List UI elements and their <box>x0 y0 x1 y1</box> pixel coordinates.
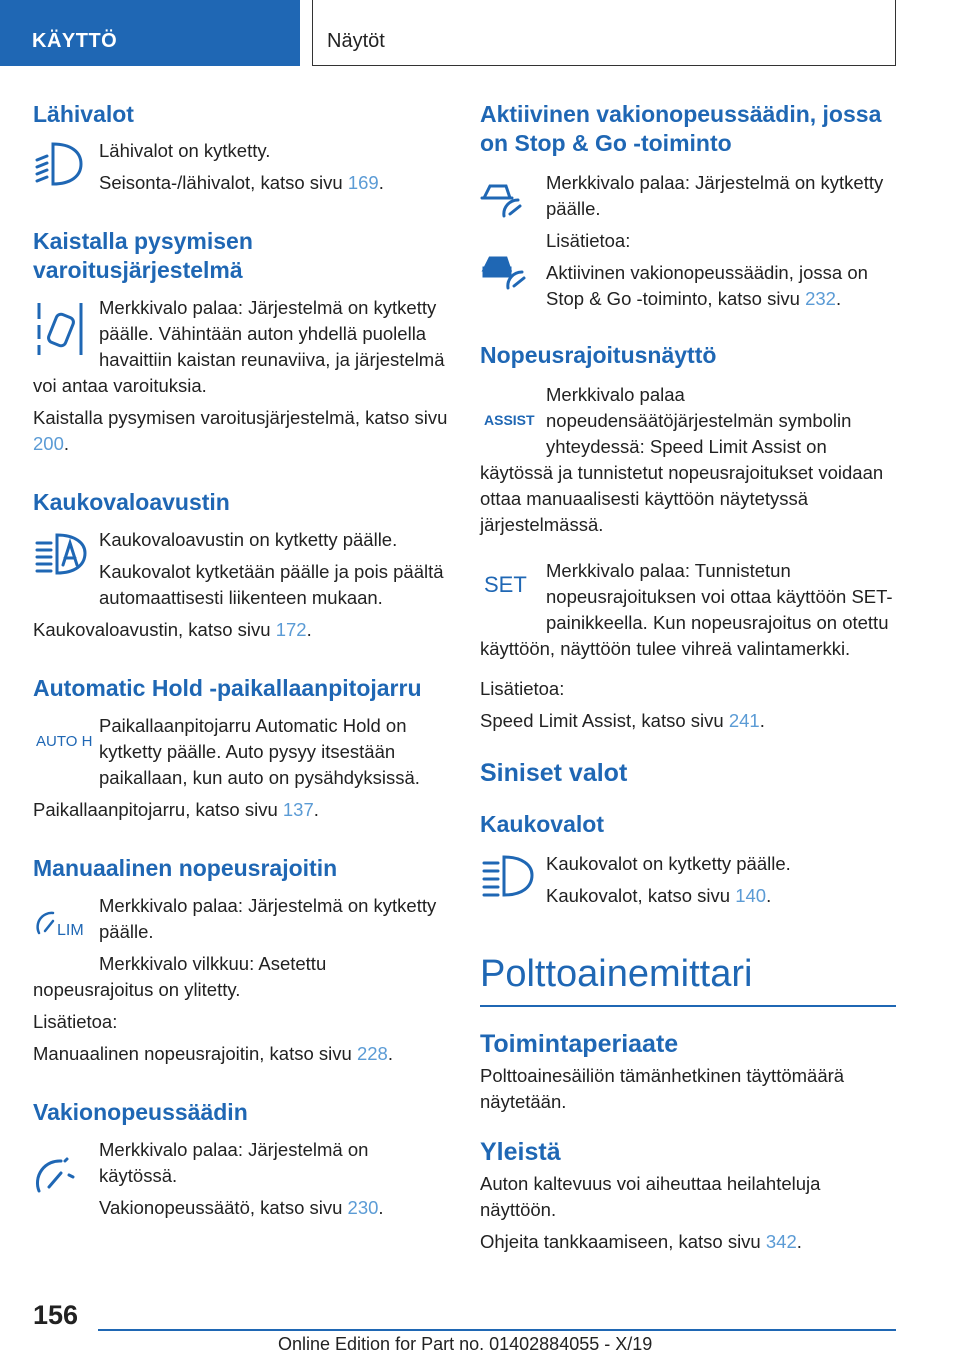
lane-text-1: Merkkivalo palaa: Järjestelmä on kytketty päälle. Vähintään auton yhdellä puolella havaittiin kaistan reunaviiva, ja järjestelmä voi antaa varoituksia. <box>33 297 445 396</box>
heading-cruise: Vakionopeussäädin <box>33 1099 248 1125</box>
page-link-140[interactable]: 140 <box>735 885 767 906</box>
section-autohold <box>33 674 448 823</box>
speedinfo-text-1: Merkkivalo palaa nopeudensäätöjärjestelmän symbolin yhteydessä: Speed Limit Assist on käytössä ja tunnistetut nopeusrajoitukset voidaan ottaa manuaalisesti käyttöön näytetyssä järjestelmässä. <box>480 384 884 535</box>
auto-h-icon: AUTO H <box>36 733 93 750</box>
page-link-342[interactable]: 342 <box>765 1231 797 1252</box>
section-acc <box>480 100 896 312</box>
highbeam-assist-text-3: Kaukovaloavustin, katso sivu 172. <box>33 619 312 640</box>
speedinfo-text-3: Lisätietoa: <box>480 678 565 699</box>
heading-lowbeam: Lähivalot <box>33 101 134 127</box>
heading-lane-l2: varoitusjärjestelmä <box>33 257 243 283</box>
section-lane <box>33 227 448 457</box>
footer-divider <box>98 1329 896 1331</box>
page-link-137[interactable]: 137 <box>282 799 314 820</box>
section-highbeam-assist <box>33 488 448 643</box>
page-link-172[interactable]: 172 <box>275 619 307 640</box>
lane-departure-icon <box>33 301 89 357</box>
section-fuel <box>480 951 896 1255</box>
heading-general: Yleistä <box>480 1138 561 1166</box>
section-speedinfo <box>480 341 896 734</box>
heading-principle: Toimintaperiaate <box>480 1030 679 1058</box>
page-number: 156 <box>33 1300 79 1330</box>
page-link-228[interactable]: 228 <box>356 1043 388 1064</box>
low-beam-icon <box>33 140 89 186</box>
speedinfo-text-4: Speed Limit Assist, katso sivu 241. <box>480 710 765 731</box>
speedinfo-text-2: Merkkivalo palaa: Tunnistetun nopeusrajoituksen voi ottaa käyttöön SET-painikkeella. Kun nopeusrajoitus on otettu käyttöön, näyttöön tulee vihreä valintamerkki. <box>480 560 893 659</box>
section-lowbeam <box>33 100 448 196</box>
section-blue <box>480 758 896 909</box>
page-link-241[interactable]: 241 <box>728 710 760 731</box>
highbeam-assist-item <box>33 527 448 643</box>
speed-limiter-icon <box>33 907 89 939</box>
section-limiter <box>33 854 448 1067</box>
set-icon: SET <box>484 572 527 597</box>
limiter-text-3: Lisätietoa: <box>33 1011 118 1032</box>
footer-edition: Online Edition for Part no. 01402884055 - X/19 <box>278 1334 653 1354</box>
acc-car-detected-icon <box>480 250 536 290</box>
limiter-text-1: Merkkivalo palaa: Järjestelmä on kytketty päälle. <box>99 895 437 942</box>
speedinfo-item-1 <box>480 382 896 538</box>
fuel-text-3: Ohjeita tankkaamiseen, katso sivu 342. <box>480 1231 802 1252</box>
lowbeam-text-1: Lähivalot on kytketty. <box>99 140 271 161</box>
heading-autohold: Automatic Hold -paikallaanpitojarru <box>33 675 422 701</box>
page-link-230[interactable]: 230 <box>347 1197 379 1218</box>
page-header <box>0 0 960 66</box>
limiter-item <box>33 893 448 1067</box>
highbeam-assist-text-1: Kaukovaloavustin on kytketty päälle. <box>99 529 398 550</box>
acc-text-3: Aktiivinen vakionopeussäädin, jossa on Stop & Go -toiminto, katso sivu 232. <box>546 262 868 309</box>
heading-fuel: Polttoainemittari <box>480 951 896 1007</box>
heading-acc: Aktiivinen vakionopeussäädin, jossa on Stop & Go -toiminto <box>480 101 882 156</box>
left-column <box>33 100 448 1221</box>
section-cruise <box>33 1098 448 1221</box>
autohold-text-1: Paikallaanpitojarru Automatic Hold on kytketty päälle. Auto pysyy itsestään paikallaan, kun auto on pysähdyksissä. <box>99 715 420 788</box>
fuel-text-1: Polttoainesäiliön tämänhetkinen täyttömäärä näytetään. <box>480 1065 845 1112</box>
svg-text:LIM: LIM <box>57 922 84 939</box>
highbeam-item <box>480 851 896 909</box>
cruise-text-2: Vakionopeussäätö, katso sivu 230. <box>99 1197 384 1218</box>
assist-icon: ASSIST <box>484 412 535 428</box>
cruise-control-icon <box>33 1151 89 1197</box>
heading-highbeam: Kaukovalot <box>480 811 604 837</box>
heading-highbeam-assist: Kaukovaloavustin <box>33 489 230 515</box>
acc-text-2: Lisätietoa: <box>546 230 631 251</box>
fuel-text-2: Auton kaltevuus voi aiheuttaa heilahteluja näyttöön. <box>480 1173 821 1220</box>
autohold-item <box>33 713 448 823</box>
heading-limiter: Manuaalinen nopeusrajoitin <box>33 855 338 881</box>
highbeam-text-2: Kaukovalot, katso sivu 140. <box>546 885 772 906</box>
acc-car-icon <box>480 178 536 218</box>
speedinfo-item-2 <box>480 558 896 662</box>
chapter-title: Näytöt <box>327 30 385 52</box>
heading-blue: Siniset valot <box>480 759 628 787</box>
acc-item <box>480 170 896 312</box>
chapter-tab <box>312 0 896 66</box>
high-beam-assist-icon <box>33 531 89 577</box>
lowbeam-text-2: Seisonta-/lähivalot, katso sivu 169. <box>99 172 384 193</box>
section-tab <box>0 0 300 66</box>
lane-text-2: Kaistalla pysymisen varoitusjärjestelmä, katso sivu 200. <box>33 407 448 454</box>
lane-item <box>33 295 448 457</box>
acc-text-1: Merkkivalo palaa: Järjestelmä on kytketty päälle. <box>546 172 884 219</box>
limiter-text-4: Manuaalinen nopeusrajoitin, katso sivu 228. <box>33 1043 393 1064</box>
lowbeam-item <box>33 138 448 196</box>
autohold-text-2: Paikallaanpitojarru, katso sivu 137. <box>33 799 319 820</box>
heading-lane-l1: Kaistalla pysymisen <box>33 228 253 254</box>
right-column <box>480 100 896 1255</box>
highbeam-assist-text-2: Kaukovalot kytketään päälle ja pois päältä automaattisesti liikenteen mukaan. <box>99 561 444 608</box>
highbeam-text-1: Kaukovalot on kytketty päälle. <box>546 853 791 874</box>
heading-speedinfo: Nopeusrajoitusnäyttö <box>480 342 717 368</box>
page-link-232[interactable]: 232 <box>805 288 836 309</box>
section-title: KÄYTTÖ <box>32 30 118 52</box>
high-beam-icon <box>480 853 536 899</box>
page-link-200[interactable]: 200 <box>33 433 64 454</box>
limiter-text-2: Merkkivalo vilkkuu: Asetettu nopeusrajoitus on ylitetty. <box>33 953 327 1000</box>
cruise-text-1: Merkkivalo palaa: Järjestelmä on käytössä. <box>99 1139 369 1186</box>
cruise-item <box>33 1137 448 1221</box>
page-link-169[interactable]: 169 <box>347 172 379 193</box>
